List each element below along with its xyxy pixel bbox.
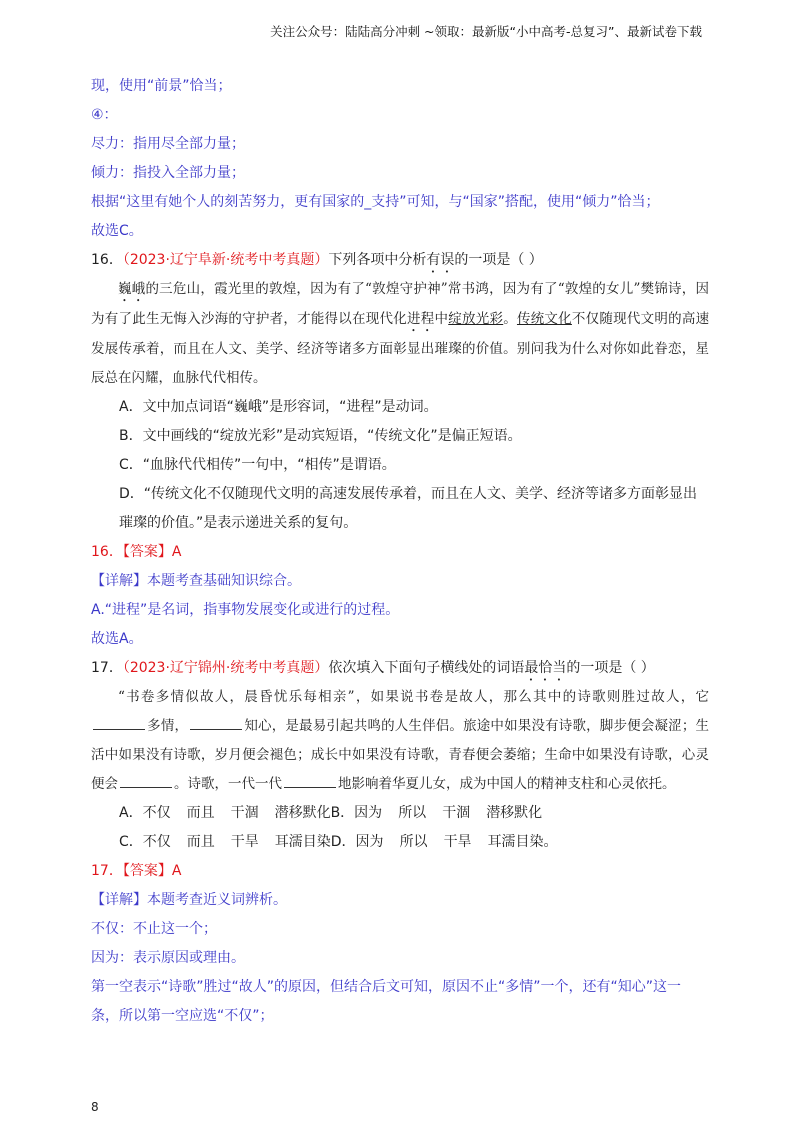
passage-text: 。诗歌，一代一代	[174, 776, 282, 792]
option-word: 而且	[186, 834, 215, 850]
option-word: 耳濡目染。	[487, 834, 558, 850]
detail-line	[91, 886, 709, 915]
stem-text: 的一项是（ ）	[454, 252, 543, 268]
underlined-phrase: 传统文化	[516, 311, 572, 327]
question-17-passage	[91, 683, 709, 799]
question-16-stem	[91, 246, 709, 275]
option-word: 干旱	[443, 834, 472, 850]
answer-line	[91, 857, 709, 886]
passage-text: 知心，是最易引起共鸣的人生伴侣。旅途中如果没有诗歌，脚步便会凝涩；生活中如果没有诗歌，岁月便会褪色；成长中如果没有诗歌，青春便会萎缩；生命中如果没有诗歌，心灵便会	[91, 718, 710, 792]
option-word: 所以	[398, 805, 427, 821]
emphasized-text: 最恰当	[524, 660, 567, 676]
text-paragraph: 第一空表示“诗歌”胜过“故人”的原因，但结合后文可知，原因不止“多情”一个，还有“知心”这一条，所以第一空应选“不仅”；	[91, 979, 682, 1024]
passage-text: 的三危山，霞光里的敦煌，因为有了“敦煌守护神”常书鸿，因为有了“敦煌的女儿”樊锦诗，因为有了此生无悔入沙海的守护者，才能得以在现代化	[91, 281, 709, 327]
passage-text: “书卷多情似故人，晨昏忧乐每相亲”，如果说书卷是故人，那么其中的诗歌则胜过故人，它	[118, 689, 709, 705]
page-header: 关注公众号：陆陆高分冲刺 ~领取：最新版“小中高考-总复习”、最新试卷下载	[270, 24, 702, 39]
text-line: 不仅：不止这一个；	[91, 921, 217, 937]
blank-line	[284, 773, 336, 788]
stem-text: 的一项是（ ）	[566, 660, 655, 676]
blank-line	[93, 715, 145, 730]
underlined-phrase: 绽放光彩	[448, 311, 504, 327]
passage-text: 。	[503, 311, 517, 327]
answer-number: 17．	[91, 863, 123, 879]
passage-text: 多情，	[147, 718, 189, 734]
stem-text: 下列各项中分析	[328, 252, 427, 268]
option-word: 潜移默化	[486, 805, 543, 821]
answer-number: 16．	[91, 544, 123, 560]
dotted-word: 进程	[407, 311, 435, 327]
option-word: 干旱	[230, 834, 259, 850]
answer-line	[91, 538, 709, 567]
option-word: 耳濡目染	[274, 834, 331, 850]
detail-text: 本题考查基础知识综合。	[147, 573, 301, 589]
option-row-ab	[91, 799, 709, 828]
text-line: ④：	[91, 107, 118, 123]
option-row-cd	[91, 828, 709, 857]
option-word: 而且	[186, 805, 215, 821]
passage-text: 中	[434, 311, 449, 327]
question-number: 16．	[91, 252, 123, 268]
option-a: A．文中加点词语“巍峨”是形容词，“进程”是动词。	[119, 399, 438, 415]
answer-label: 【答案】A	[122, 863, 182, 879]
option-b: B．文中画线的“绽放光彩”是动宾短语，“传统文化”是偏正短语。	[119, 428, 522, 444]
dotted-word: 巍峨	[118, 281, 146, 297]
explain-line: A.“进程”是名词，指事物发展变化或进行的过程。	[91, 602, 400, 618]
passage-text: 不仅随现代文明的高速发展传承着，而且在人文、美学、经济等诸多方面彰显出璀璨的价值。别问我为什么对你如此眷恋，星辰总在闪耀，血脉代代相传。	[91, 311, 710, 386]
option-word: 干涸	[442, 805, 471, 821]
option-word: 潜移默化	[274, 805, 331, 821]
question-number: 17．	[91, 660, 123, 676]
option-c: C．不仅	[119, 834, 171, 850]
detail-text: 本题考查近义词辨析。	[147, 892, 287, 908]
option-b: B．因为	[330, 805, 383, 821]
text-line: 因为：表示原因或理由。	[91, 950, 245, 966]
question-source: （2023·辽宁锦州·统考中考真题）	[122, 660, 329, 676]
option-d: D．“传统文化不仅随现代文明的高速发展传承着，而且在人文、美学、经济等诸多方面彰显出璀璨的价值。”是表示递进关系的复句。	[119, 486, 698, 531]
question-source: （2023·辽宁阜新·统考中考真题）	[122, 252, 329, 268]
option-a: A．不仅	[119, 805, 171, 821]
question-16-passage	[91, 275, 709, 393]
option-c: C．“血脉代代相传”一句中，“相传”是谓语。	[119, 457, 396, 473]
question-17-stem	[91, 654, 709, 683]
option-d: D．因为	[330, 834, 384, 850]
detail-label: 【详解】	[91, 892, 147, 908]
text-line: 根据“这里有她个人的刻苦努力，更有国家的_支持”可知，与“国家”搭配，使用“倾力”恰当；	[91, 194, 660, 210]
text-line: 故选C。	[91, 223, 143, 239]
passage-text: 地影响着华夏儿女，成为中国人的精神支柱和心灵依托。	[338, 776, 676, 792]
emphasized-text: 有误	[426, 252, 455, 268]
text-line: 现，使用“前景”恰当；	[91, 78, 232, 94]
page-number: 8	[91, 1100, 99, 1114]
option-word: 干涸	[230, 805, 259, 821]
detail-line	[91, 567, 709, 596]
conclusion-line: 故选A。	[91, 631, 143, 647]
text-line: 倾力：指投入全部力量；	[91, 165, 245, 181]
stem-text: 依次填入下面句子横线处的词语	[328, 660, 525, 676]
blank-line	[120, 773, 172, 788]
option-word: 所以	[399, 834, 428, 850]
blank-line	[190, 715, 242, 730]
text-line: 尽力：指用尽全部力量；	[91, 136, 245, 152]
document-body	[91, 72, 709, 1031]
detail-label: 【详解】	[91, 573, 147, 589]
answer-label: 【答案】A	[122, 544, 182, 560]
